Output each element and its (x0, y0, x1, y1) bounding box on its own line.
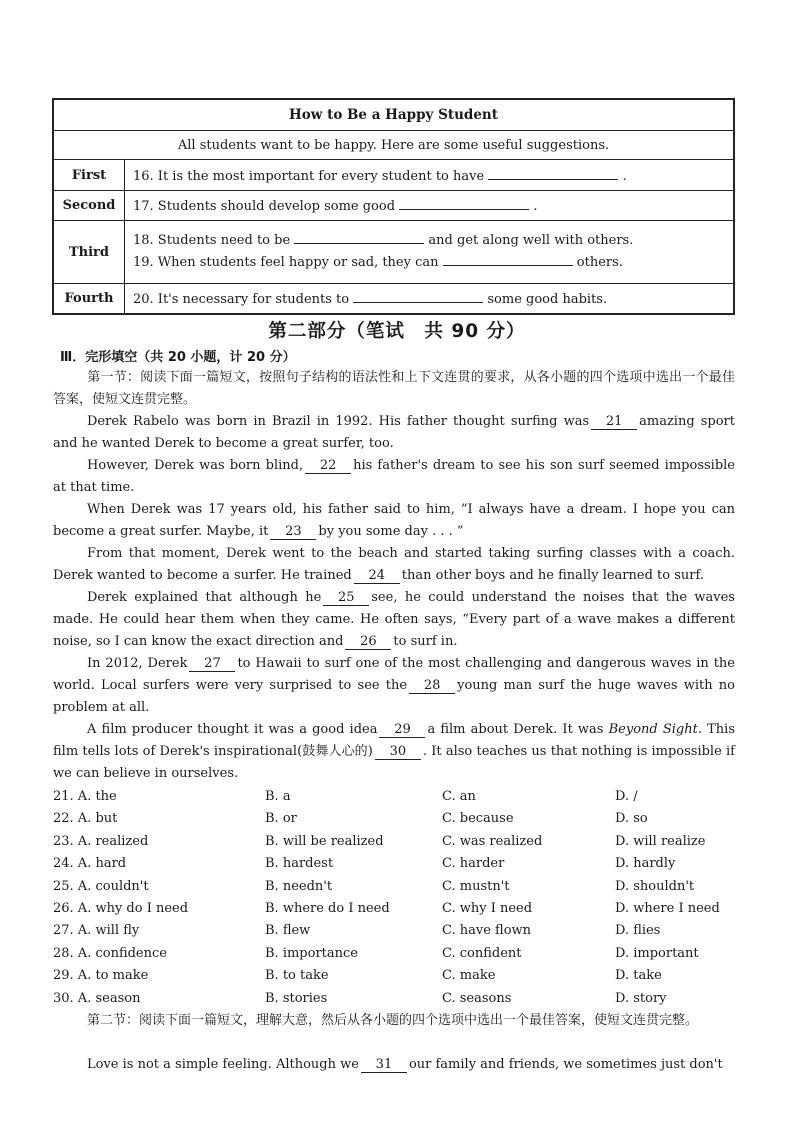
option-b[interactable]: B. a (265, 789, 291, 804)
gap-29[interactable]: 29 (379, 723, 425, 738)
p1-text-a: Love is not a simple feeling. Although we (87, 1057, 359, 1072)
gap-22[interactable]: 22 (305, 459, 351, 474)
p5-text-a: Derek explained that although he (87, 590, 322, 605)
option-c[interactable]: C. make (442, 968, 496, 984)
part-two-title: 第二部分（笔试 共 90 分） (268, 321, 526, 342)
p1-text-b: amazing sport and he wanted Derek to become a great surfer, too. (53, 414, 735, 451)
option-b[interactable]: B. where do I need (265, 900, 390, 916)
passage-paragraph-2 (53, 455, 735, 499)
option-b[interactable]: B. hardest (265, 856, 334, 872)
p2-text-a: However, Derek was born blind, (87, 458, 304, 473)
p5-text-c: to surf in. (393, 634, 458, 649)
option-row (53, 965, 743, 987)
passage-paragraph-5 (53, 587, 735, 653)
answer-blank-20[interactable] (353, 290, 483, 303)
option-c[interactable]: C. seasons (442, 990, 512, 1006)
question-18-text: 18. Students need to be (133, 233, 291, 248)
option-a[interactable]: 28. A. confidence (53, 945, 167, 961)
suggestion-table (52, 98, 735, 315)
option-d[interactable]: D. will realize (615, 833, 706, 849)
option-d[interactable]: D. hardly (615, 856, 676, 872)
option-row (53, 831, 743, 853)
gap-28[interactable]: 28 (409, 679, 455, 694)
option-d[interactable]: D. flies (615, 923, 661, 939)
option-row (53, 876, 743, 898)
p7-text-d: . It also teaches us that nothing is impossible if we can believe in ourselves. (53, 744, 735, 781)
question-20-text: 20. It's necessary for students to (133, 292, 350, 307)
passage-paragraph-7 (53, 719, 735, 785)
gap-26[interactable]: 26 (345, 635, 391, 650)
option-b[interactable]: B. or (265, 811, 297, 827)
gap-30[interactable]: 30 (375, 745, 421, 760)
option-d[interactable]: D. story (615, 990, 667, 1006)
p7-text-c: . This film tells lots of Derek's inspirational(鼓舞人心的) (53, 722, 735, 759)
table-row (53, 191, 734, 221)
row-label: Second (53, 191, 125, 221)
question-19-end: others. (576, 255, 623, 270)
option-a[interactable]: 26. A. why do I need (53, 900, 189, 916)
passage-2-paragraph-1 (53, 1054, 735, 1076)
passage-paragraph-6 (53, 653, 735, 719)
option-c[interactable]: C. have flown (442, 923, 532, 939)
option-d[interactable]: D. where I need (615, 900, 720, 916)
p4-text-a: From that moment, Derek went to the beach and started taking surfing classes with a coach. Derek wanted to become a surfer. He trained (53, 546, 735, 583)
section-2-instruction (53, 1010, 735, 1032)
option-row (53, 853, 743, 875)
option-d[interactable]: D. shouldn't (615, 878, 695, 894)
option-c[interactable]: C. confident (442, 945, 522, 961)
instruction-text: 第二节：阅读下面一篇短文，理解大意，然后从各小题的四个选项中选出一个最佳答案，使短文连贯完整。 (87, 1013, 699, 1028)
p6-text-a: In 2012, Derek (87, 656, 188, 671)
gap-27[interactable]: 27 (189, 657, 235, 672)
gap-21[interactable]: 21 (591, 415, 637, 430)
gap-23[interactable]: 23 (270, 525, 316, 540)
passage-paragraph-4 (53, 543, 735, 587)
option-b[interactable]: B. will be realized (265, 833, 384, 849)
table-title: How to Be a Happy Student (53, 99, 734, 131)
p4-text-b: than other boys and he finally learned to surf. (401, 568, 704, 583)
gap-31[interactable]: 31 (361, 1058, 407, 1073)
options-list (53, 786, 743, 1010)
row-label: Fourth (53, 284, 125, 315)
option-c[interactable]: C. harder (442, 856, 505, 872)
question-17-text: 17. Students should develop some good (133, 199, 396, 214)
option-b[interactable]: B. importance (265, 945, 358, 961)
table-intro: All students want to be happy. Here are some useful suggestions. (53, 131, 734, 160)
option-a[interactable]: 22. A. but (53, 811, 118, 827)
option-d[interactable]: D. take (615, 968, 662, 984)
option-row (53, 808, 743, 830)
answer-blank-18[interactable] (294, 231, 424, 244)
option-b[interactable]: B. needn't (265, 878, 333, 894)
question-19-line (133, 252, 725, 274)
p6-text-b: to Hawaii to surf one of the most challenging and dangerous waves in the world. Local surfers were very surprised to see the (53, 656, 735, 693)
answer-blank-19[interactable] (443, 253, 573, 266)
option-c[interactable]: C. an (442, 789, 476, 804)
instruction-text: 第一节：阅读下面一篇短文，按照句子结构的语法性和上下文连贯的要求，从各小题的四个选项中选出一个最佳答案，使短文连贯完整。 (53, 370, 735, 407)
option-c[interactable]: C. because (442, 811, 514, 827)
row-label: First (53, 160, 125, 191)
option-b[interactable]: B. flew (265, 923, 311, 939)
question-16-text: 16. It is the most important for every student to have (133, 168, 485, 184)
question-20-end: some good habits. (487, 292, 608, 307)
option-row (53, 786, 743, 808)
p3-text-b: by you some day . . . ” (318, 524, 464, 539)
p2-text-b: his father's dream to see his son surf seemed impossible at that time. (53, 458, 735, 495)
p1-text-b: our family and friends, we sometimes just don't (408, 1057, 723, 1072)
option-a[interactable]: 30. A. season (53, 990, 141, 1006)
answer-blank-16[interactable] (488, 167, 618, 180)
option-row (53, 920, 743, 942)
option-c[interactable]: C. why I need (442, 900, 533, 916)
question-16-end: . (622, 168, 627, 184)
film-title: Beyond Sight (608, 722, 698, 737)
p7-text-a: A film producer thought it was a good idea (87, 722, 378, 737)
p5-text-b: see, he could understand the noises that the waves made. He could hear them when they came. He often says, “Every part of a wave makes a different noise, so I can know the exact direction and (53, 590, 735, 649)
question-19-text: 19. When students feel happy or sad, they can (133, 255, 439, 270)
option-a[interactable]: 27. A. will fly (53, 923, 140, 939)
gap-25[interactable]: 25 (323, 591, 369, 606)
question-18-end: and get along well with others. (428, 233, 634, 248)
p6-text-c: young man surf the huge waves with no problem at all. (53, 678, 736, 715)
option-d[interactable]: D. important (615, 945, 699, 961)
option-a[interactable]: 25. A. couldn't (53, 878, 149, 894)
option-a[interactable]: 21. A. the (53, 789, 117, 804)
option-b[interactable]: B. to take (265, 968, 329, 984)
option-d[interactable]: D. so (615, 811, 648, 827)
p1-text-a: Derek Rabelo was born in Brazil in 1992. His father thought surfing was (87, 414, 590, 429)
table-row (53, 284, 734, 315)
question-17-end: . (533, 199, 538, 214)
row-label: Third (53, 221, 125, 284)
section-1-instruction (53, 367, 735, 411)
option-c[interactable]: C. mustn't (442, 878, 510, 894)
option-a[interactable]: 24. A. hard (53, 856, 127, 872)
option-d[interactable]: D. / (615, 789, 638, 804)
table-row (53, 160, 734, 191)
option-a[interactable]: 23. A. realized (53, 833, 149, 849)
gap-24[interactable]: 24 (354, 569, 400, 584)
table-row (53, 221, 734, 284)
passage-paragraph-1 (53, 411, 735, 455)
option-row (53, 943, 743, 965)
option-c[interactable]: C. was realized (442, 833, 543, 849)
option-b[interactable]: B. stories (265, 990, 328, 1006)
option-a[interactable]: 29. A. to make (53, 968, 149, 984)
p3-text-a: When Derek was 17 years old, his father said to him, “I always have a dream. I hope you can become a great surfer. Maybe, it (53, 502, 735, 539)
passage-paragraph-3 (53, 499, 735, 543)
p7-text-b: a film about Derek. It was (427, 722, 604, 737)
section-title: Ⅲ．完形填空（共 20 小题，计 20 分） (60, 350, 296, 365)
question-18-line (133, 230, 725, 252)
answer-blank-17[interactable] (399, 197, 529, 210)
option-row (53, 988, 743, 1010)
option-row (53, 898, 743, 920)
